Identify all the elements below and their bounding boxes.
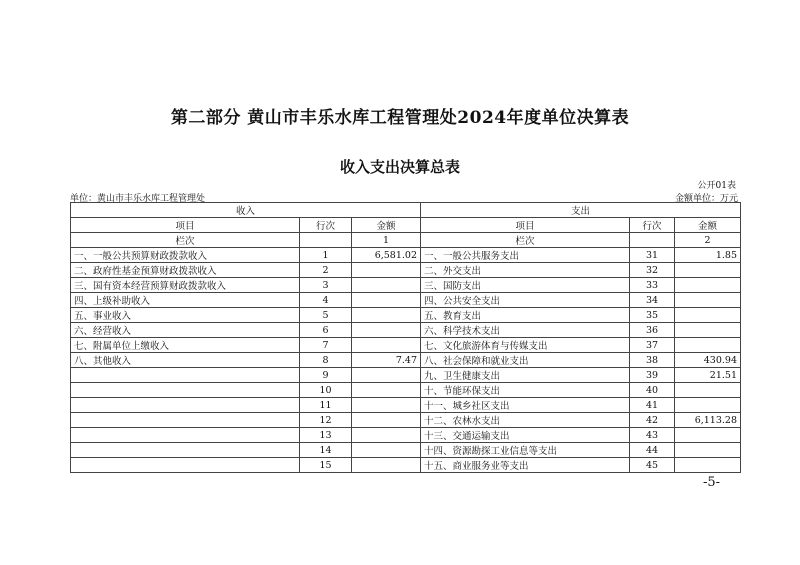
expense-item-cell: 六、科学技术支出 — [421, 323, 630, 338]
income-line-cell: 12 — [300, 413, 352, 428]
currency-unit: 金额单位：万元 — [674, 194, 738, 204]
expense-amount-cell: 1.85 — [675, 248, 741, 263]
expense-amount-cell — [675, 398, 741, 413]
income-line-cell: 2 — [300, 263, 352, 278]
income-item-cell: 五、事业收入 — [71, 308, 300, 323]
income-line-cell: 9 — [300, 368, 352, 383]
table-row — [71, 383, 741, 398]
income-line-cell: 4 — [300, 293, 352, 308]
income-item-cell: 七、附属单位上缴收入 — [71, 338, 300, 353]
income-amount-cell: 6,581.02 — [352, 248, 421, 263]
expense-line-cell: 35 — [630, 308, 675, 323]
expense-item-cell: 十二、农林水支出 — [421, 413, 630, 428]
expense-line-cell: 33 — [630, 278, 675, 293]
form-number: 公开01表 — [697, 181, 736, 191]
section-header-row — [71, 203, 741, 218]
expense-item-cell: 一、一般公共服务支出 — [421, 248, 630, 263]
expense-item-cell: 九、卫生健康支出 — [421, 368, 630, 383]
expense-line-cell: 34 — [630, 293, 675, 308]
expense-amount-cell — [675, 383, 741, 398]
page-number: -5- — [702, 475, 720, 490]
income-line-cell: 5 — [300, 308, 352, 323]
income-line-cell: 1 — [300, 248, 352, 263]
income-item-cell — [71, 368, 300, 383]
expense-item-cell: 七、文化旅游体育与传媒支出 — [421, 338, 630, 353]
expense-line-header: 行次 — [630, 218, 675, 233]
expense-line-cell: 44 — [630, 443, 675, 458]
table-row — [71, 413, 741, 428]
income-amount-cell — [352, 278, 421, 293]
income-amount-cell: 7.47 — [352, 353, 421, 368]
table-title: 收入支出决算总表 — [339, 158, 460, 176]
expense-line-cell: 32 — [630, 263, 675, 278]
income-amount-cell — [352, 413, 421, 428]
income-amount-header: 金额 — [352, 218, 421, 233]
expense-index-label: 栏次 — [421, 233, 630, 248]
income-item-cell — [71, 458, 300, 473]
income-line-cell: 10 — [300, 383, 352, 398]
table-row — [71, 278, 741, 293]
table-row — [71, 248, 741, 263]
income-item-cell: 三、国有资本经营预算财政拨款收入 — [71, 278, 300, 293]
income-amount-cell — [352, 458, 421, 473]
income-amount-col-no: 1 — [352, 233, 421, 248]
expense-amount-cell — [675, 428, 741, 443]
expense-item-cell: 十一、城乡社区支出 — [421, 398, 630, 413]
income-line-cell: 14 — [300, 443, 352, 458]
income-item-cell — [71, 398, 300, 413]
income-item-cell: 四、上级补助收入 — [71, 293, 300, 308]
income-item-cell: 一、一般公共预算财政拨款收入 — [71, 248, 300, 263]
expense-amount-cell — [675, 443, 741, 458]
column-index-row — [71, 233, 741, 248]
expense-line-cell: 42 — [630, 413, 675, 428]
expense-item-cell: 十四、资源勘探工业信息等支出 — [421, 443, 630, 458]
expense-amount-cell — [675, 338, 741, 353]
income-amount-cell — [352, 293, 421, 308]
income-item-cell — [71, 428, 300, 443]
expense-amount-cell — [675, 458, 741, 473]
expense-item-cell: 十三、交通运输支出 — [421, 428, 630, 443]
expense-item-cell: 三、国防支出 — [421, 278, 630, 293]
expense-line-cell: 40 — [630, 383, 675, 398]
expense-line-cell: 36 — [630, 323, 675, 338]
table-row — [71, 398, 741, 413]
income-line-cell: 11 — [300, 398, 352, 413]
income-line-cell: 15 — [300, 458, 352, 473]
table-row — [71, 263, 741, 278]
page-title: 第二部分 黄山市丰乐水库工程管理处2024年度单位决算表 — [170, 108, 630, 128]
expense-line-cell: 41 — [630, 398, 675, 413]
income-item-cell — [71, 383, 300, 398]
expense-item-cell: 四、公共安全支出 — [421, 293, 630, 308]
expense-amount-cell — [675, 293, 741, 308]
expense-item-cell: 八、社会保障和就业支出 — [421, 353, 630, 368]
income-line-cell: 3 — [300, 278, 352, 293]
income-amount-cell — [352, 428, 421, 443]
income-item-cell: 二、政府性基金预算财政拨款收入 — [71, 263, 300, 278]
income-item-cell: 六、经营收入 — [71, 323, 300, 338]
income-section-header: 收入 — [71, 203, 421, 218]
reporting-unit: 单位：黄山市丰乐水库工程管理处 — [70, 194, 206, 204]
income-amount-cell — [352, 368, 421, 383]
table-row — [71, 353, 741, 368]
expense-amount-cell: 6,113.28 — [675, 413, 741, 428]
expense-amount-cell — [675, 278, 741, 293]
table-row — [71, 368, 741, 383]
table-row — [71, 338, 741, 353]
table-row — [71, 428, 741, 443]
table-row — [71, 308, 741, 323]
income-line-header: 行次 — [300, 218, 352, 233]
expense-line-cell: 39 — [630, 368, 675, 383]
income-index-label: 栏次 — [71, 233, 300, 248]
expense-line-cell: 43 — [630, 428, 675, 443]
income-item-cell — [71, 443, 300, 458]
expense-amount-cell: 21.51 — [675, 368, 741, 383]
income-amount-cell — [352, 323, 421, 338]
table-row — [71, 443, 741, 458]
income-item-cell: 八、其他收入 — [71, 353, 300, 368]
expense-item-cell: 二、外交支出 — [421, 263, 630, 278]
table-row — [71, 293, 741, 308]
income-expense-table — [70, 202, 741, 473]
income-line-cell: 8 — [300, 353, 352, 368]
column-header-row — [71, 218, 741, 233]
income-amount-cell — [352, 398, 421, 413]
expense-amount-cell — [675, 323, 741, 338]
expense-amount-cell — [675, 263, 741, 278]
expense-item-header: 项目 — [421, 218, 630, 233]
expense-item-cell: 十五、商业服务业等支出 — [421, 458, 630, 473]
income-amount-cell — [352, 443, 421, 458]
expense-section-header: 支出 — [421, 203, 741, 218]
income-amount-cell — [352, 263, 421, 278]
table-row — [71, 323, 741, 338]
income-line-cell: 6 — [300, 323, 352, 338]
expense-amount-cell — [675, 308, 741, 323]
expense-index-blank — [630, 233, 675, 248]
expense-amount-cell: 430.94 — [675, 353, 741, 368]
income-index-blank — [300, 233, 352, 248]
income-item-cell — [71, 413, 300, 428]
expense-line-cell: 45 — [630, 458, 675, 473]
income-amount-cell — [352, 308, 421, 323]
income-line-cell: 7 — [300, 338, 352, 353]
expense-line-cell: 31 — [630, 248, 675, 263]
expense-amount-header: 金额 — [675, 218, 741, 233]
expense-item-cell: 五、教育支出 — [421, 308, 630, 323]
expense-amount-col-no: 2 — [675, 233, 741, 248]
expense-line-cell: 37 — [630, 338, 675, 353]
income-item-header: 项目 — [71, 218, 300, 233]
expense-item-cell: 十、节能环保支出 — [421, 383, 630, 398]
income-amount-cell — [352, 383, 421, 398]
income-line-cell: 13 — [300, 428, 352, 443]
table-row — [71, 458, 741, 473]
expense-line-cell: 38 — [630, 353, 675, 368]
income-amount-cell — [352, 338, 421, 353]
